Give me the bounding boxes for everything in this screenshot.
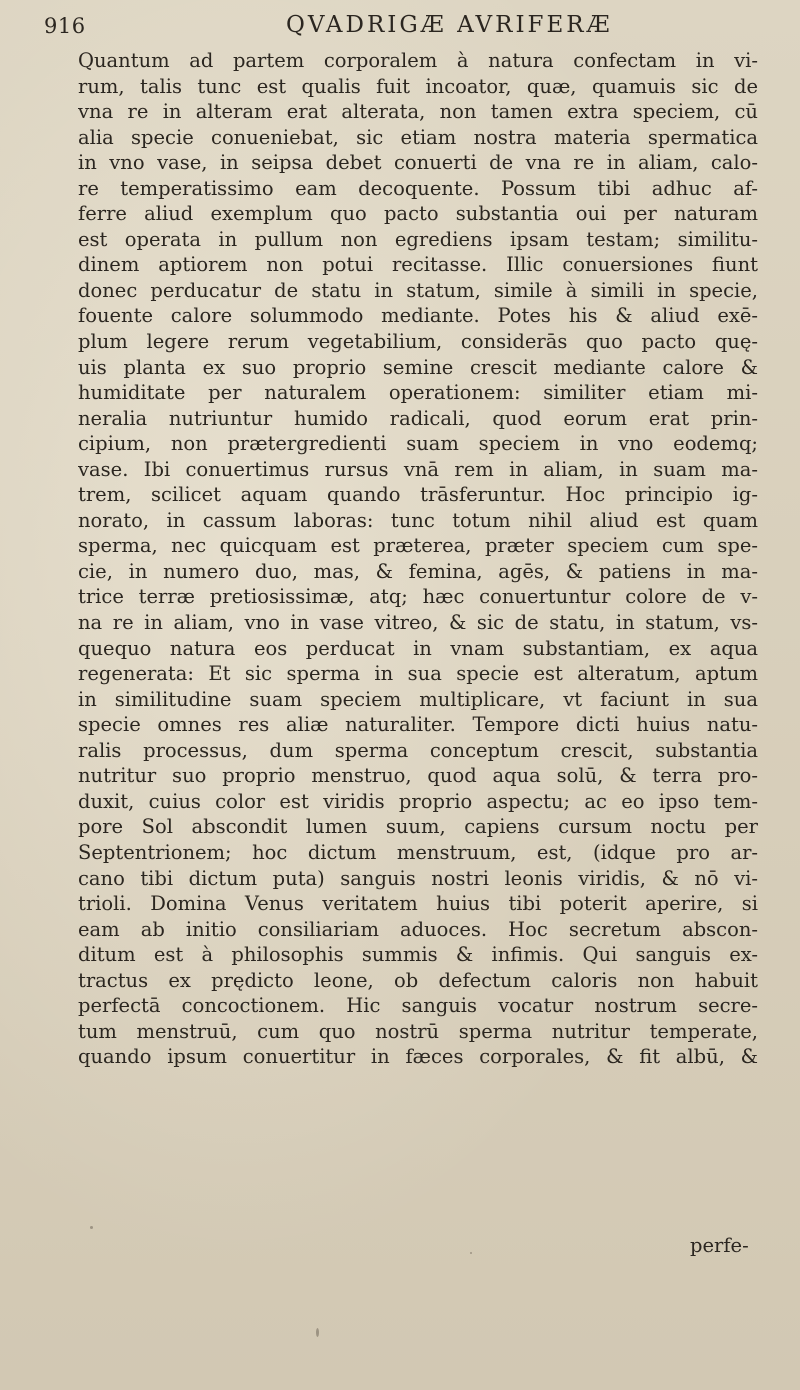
- text-line: neralia nutriuntur humido radicali, quod eorum erat prin-: [78, 406, 758, 430]
- text-line: est operata in pullum non egrediens ipsam testam; similitu-: [78, 227, 758, 251]
- text-line: tum menstruū, cum quo nostrū sperma nutritur temperate,: [78, 1019, 758, 1043]
- text-line: specie omnes res aliæ naturaliter. Tempore dicti huius natu-: [78, 713, 758, 737]
- text-line: cie, in numero duo, mas, & femina, agēs, & patiens in ma-: [78, 559, 758, 583]
- text-line: in similitudine suam speciem multiplicare, vt faciunt in sua: [78, 687, 758, 711]
- text-line: nutritur suo proprio menstruo, quod aqua solū, & terra pro-: [78, 764, 758, 788]
- running-title: QVADRIGÆ AVRIFERÆ: [286, 12, 613, 38]
- text-line: Quantum ad partem corporalem à natura confectam in vi-: [78, 49, 758, 72]
- text-line: norato, in cassum laboras: tunc totum nihil aliud est quam: [78, 508, 758, 532]
- text-line: Septentrionem; hoc dictum menstruum, est, (idque pro ar-: [78, 840, 758, 864]
- text-line: rum, talis tunc est qualis fuit incoator, quæ, quamuis sic de: [78, 74, 758, 98]
- text-line: duxit, cuius color est viridis proprio aspectu; ac eo ipso tem-: [78, 789, 758, 813]
- paper-speck: [316, 1328, 319, 1337]
- text-line: tractus ex prędicto leone, ob defectum caloris non habuit: [78, 968, 758, 992]
- text-line: trem, scilicet aquam quando trāsferuntur. Hoc principio ig-: [78, 483, 758, 507]
- text-line: ferre aliud exemplum quo pacto substantia oui per naturam: [78, 202, 758, 226]
- text-line: fouente calore solummodo mediante. Potes his & aliud exē-: [78, 304, 758, 328]
- page-header: [0, 12, 800, 42]
- text-line: vna re in alteram erat alterata, non tamen extra speciem, cū: [78, 100, 758, 124]
- text-line: humiditate per naturalem operationem: similiter etiam mi-: [78, 381, 758, 405]
- text-line: trice terræ pretiosissimæ, atq; hæc conuertuntur colore de v-: [78, 585, 758, 609]
- text-line: alia specie conueniebat, sic etiam nostra materia spermatica: [78, 125, 758, 149]
- page-number: 916: [44, 14, 86, 38]
- text-line: cano tibi dictum puta) sanguis nostri leonis viridis, & nō vi-: [78, 866, 758, 890]
- text-line: dinem aptiorem non potui recitasse. Illic conuersiones fiunt: [78, 253, 758, 277]
- text-line: ditum est à philosophis summis & infimis. Qui sanguis ex-: [78, 943, 758, 967]
- text-line: regenerata: Et sic sperma in sua specie est alteratum, aptum: [78, 662, 758, 686]
- text-line: vase. Ibi conuertimus rursus vnā rem in aliam, in suam ma-: [78, 457, 758, 481]
- text-line: eam ab initio consiliariam aduoces. Hoc secretum abscon-: [78, 917, 758, 941]
- text-line: quando ipsum conuertitur in fæces corporales, & fit albū, &: [78, 1045, 758, 1069]
- text-line: quequo natura eos perducat in vnam substantiam, ex aqua: [78, 636, 758, 660]
- text-line: in vno vase, in seipsa debet conuerti de vna re in aliam, calo-: [78, 151, 758, 175]
- text-line: uis planta ex suo proprio semine crescit mediante calore &: [78, 355, 758, 379]
- text-line: donec perducatur de statu in statum, simile à simili in specie,: [78, 278, 758, 302]
- paper-speck: [90, 1226, 93, 1229]
- body-text: [78, 48, 758, 1070]
- text-line: trioli. Domina Venus veritatem huius tibi poterit aperire, si: [78, 892, 758, 916]
- text-line: pore Sol abscondit lumen suum, capiens cursum noctu per: [78, 815, 758, 839]
- text-line: perfectā concoctionem. Hic sanguis vocatur nostrum secre-: [78, 994, 758, 1018]
- text-line: plum legere rerum vegetabilium, considerās quo pacto quę-: [78, 330, 758, 354]
- catchword: perfe-: [690, 1234, 749, 1257]
- text-line: ralis processus, dum sperma conceptum crescit, substantia: [78, 738, 758, 762]
- text-line: cipium, non prætergredienti suam speciem in vno eodemq;: [78, 432, 758, 456]
- text-line: na re in aliam, vno in vase vitreo, & sic de statu, in statum, vs-: [78, 611, 758, 635]
- text-line: sperma, nec quicquam est præterea, præter speciem cum spe-: [78, 534, 758, 558]
- text-line: re temperatissimo eam decoquente. Possum tibi adhuc af-: [78, 176, 758, 200]
- paper-speck: [470, 1252, 472, 1254]
